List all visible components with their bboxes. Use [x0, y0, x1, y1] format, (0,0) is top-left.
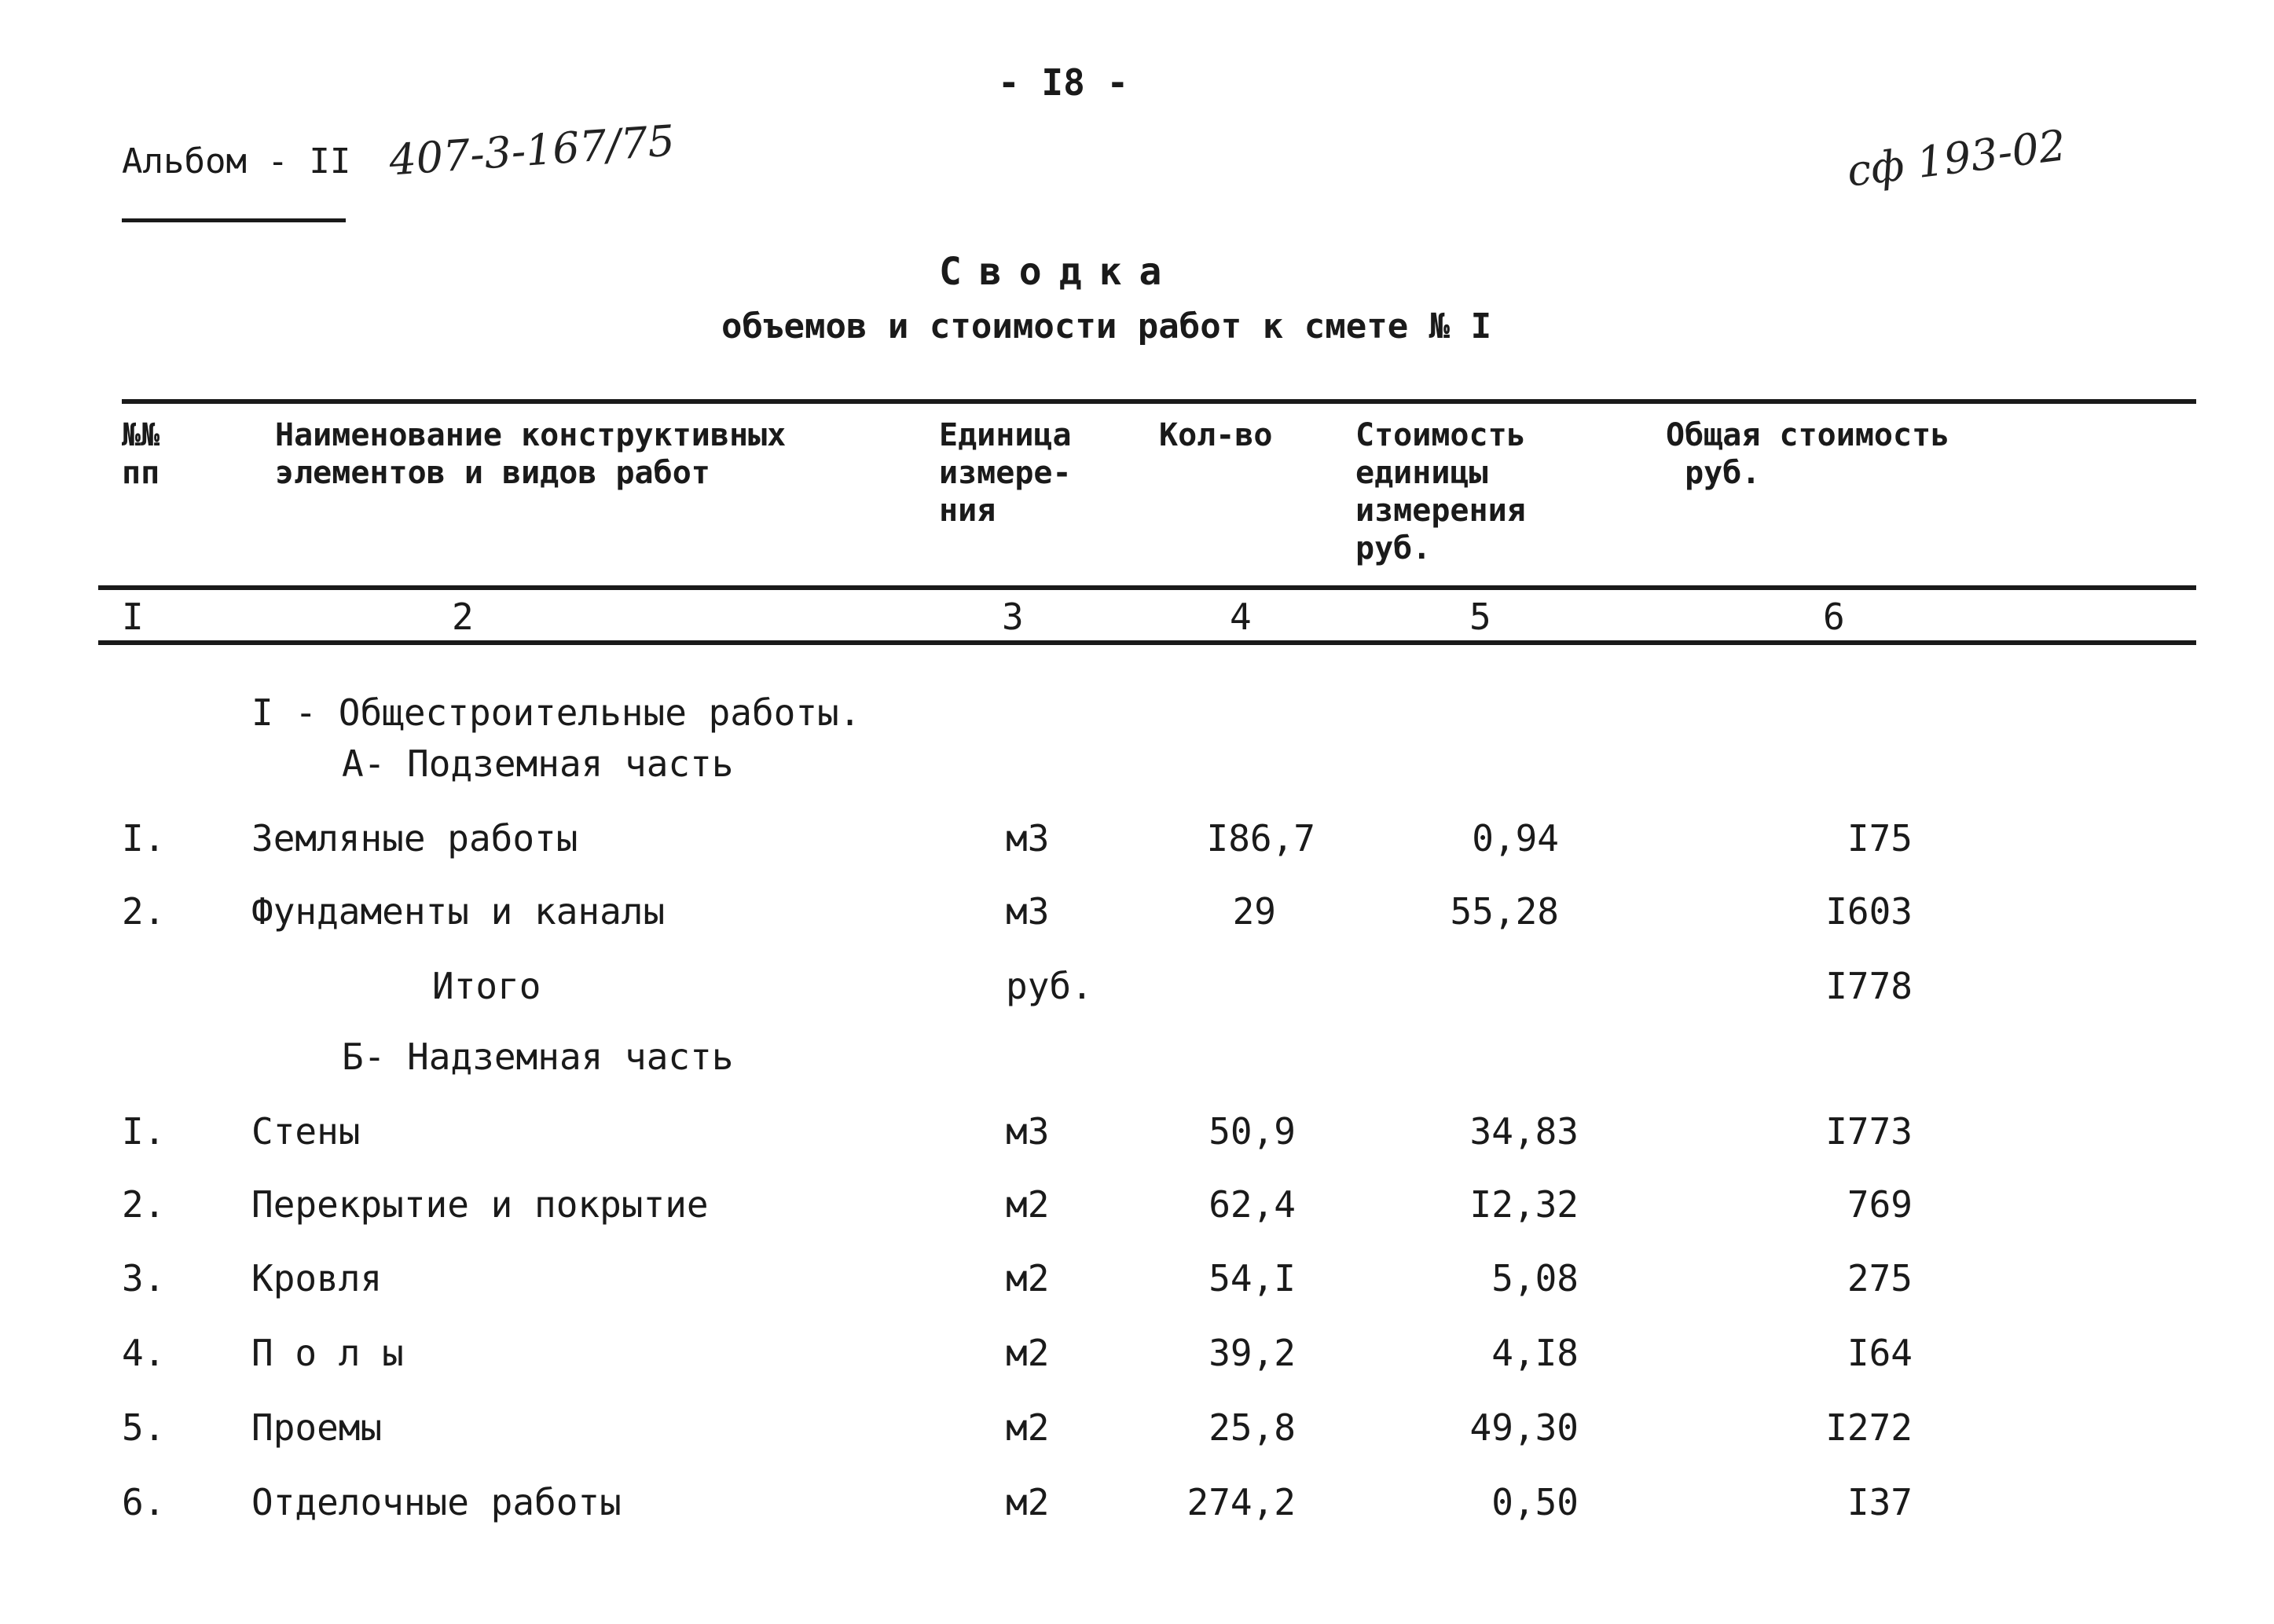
table-colnum-rule [98, 640, 2196, 645]
row-name: Фундаменты и каналы [251, 890, 666, 933]
row-qty: 39,2 [1209, 1332, 1296, 1374]
row-name: П о л ы [251, 1332, 404, 1374]
part-a-title: А- Подземная часть [342, 742, 734, 785]
row-total: 275 [1847, 1257, 1913, 1300]
row-unit-cost: 4,I8 [1491, 1332, 1579, 1374]
row-qty: 29 [1232, 890, 1276, 933]
row-unit: м3 [1006, 817, 1050, 860]
row-unit-cost: 0,94 [1472, 817, 1559, 860]
column-number: 2 [452, 596, 474, 638]
subtotal-unit: руб. [1006, 965, 1093, 1007]
row-total: I75 [1847, 817, 1913, 860]
row-qty: I86,7 [1206, 817, 1315, 860]
row-unit: м2 [1006, 1183, 1050, 1226]
subtotal-label: Итого [432, 965, 541, 1007]
row-unit-cost: 5,08 [1491, 1257, 1579, 1300]
row-num: I. [122, 817, 166, 860]
header-name: Наименование конструктивных элементов и видов работ [275, 417, 787, 491]
row-total: 769 [1847, 1183, 1913, 1226]
header-unit: Единица измере- ния [939, 417, 1072, 529]
header-num: №№ пп [122, 417, 160, 491]
row-unit-cost: 55,28 [1450, 890, 1559, 933]
row-name: Земляные работы [251, 817, 578, 860]
row-name: Перекрытие и покрытие [251, 1183, 709, 1226]
column-number: 6 [1823, 596, 1845, 638]
row-qty: 25,8 [1209, 1406, 1296, 1449]
row-total: I603 [1825, 890, 1913, 933]
row-qty: 274,2 [1187, 1481, 1296, 1523]
row-total: I272 [1825, 1406, 1913, 1449]
table-header-rule [98, 585, 2196, 590]
row-qty: 62,4 [1209, 1183, 1296, 1226]
document-subtitle: объемов и стоимости работ к смете № I [721, 306, 1492, 346]
row-num: 3. [122, 1257, 166, 1300]
column-number: 3 [1002, 596, 1024, 638]
handwritten-sheet-code: сф 193-02 [1844, 120, 2069, 196]
row-num: 6. [122, 1481, 166, 1523]
row-name: Проемы [251, 1406, 383, 1449]
row-num: 5. [122, 1406, 166, 1449]
row-name: Кровля [251, 1257, 383, 1300]
row-unit: м3 [1006, 890, 1050, 933]
column-number: 4 [1230, 596, 1252, 638]
row-unit: м2 [1006, 1257, 1050, 1300]
row-unit-cost: 34,83 [1469, 1110, 1579, 1153]
column-number: 5 [1469, 596, 1491, 638]
header-total: Общая стоимость руб. [1666, 417, 1950, 491]
row-name: Стены [251, 1110, 361, 1153]
row-qty: 54,I [1209, 1257, 1296, 1300]
page-number: - I8 - [998, 61, 1129, 104]
row-unit: м3 [1006, 1110, 1050, 1153]
row-total: I37 [1847, 1481, 1913, 1523]
row-num: 2. [122, 1183, 166, 1226]
handwritten-project-code: 407-3-167/75 [387, 115, 677, 185]
row-num: 4. [122, 1332, 166, 1374]
table-top-rule [122, 399, 2196, 404]
row-num: I. [122, 1110, 166, 1153]
row-unit: м2 [1006, 1406, 1050, 1449]
row-unit: м2 [1006, 1332, 1050, 1374]
row-name: Отделочные работы [251, 1481, 622, 1523]
row-unit: м2 [1006, 1481, 1050, 1523]
row-num: 2. [122, 890, 166, 933]
column-number: I [122, 596, 144, 638]
row-unit-cost: 49,30 [1469, 1406, 1579, 1449]
document-title: Сводка [939, 250, 1179, 294]
row-unit-cost: 0,50 [1491, 1481, 1579, 1523]
section-title: I - Общестроительные работы. [251, 691, 861, 734]
album-underline [122, 218, 346, 222]
header-qty: Кол-во [1159, 417, 1273, 453]
subtotal-total: I778 [1825, 965, 1913, 1007]
album-label: Альбом - II [122, 141, 351, 181]
header-unit-cost: Стоимость единицы измерения руб. [1355, 417, 1526, 566]
row-total: I64 [1847, 1332, 1913, 1374]
row-unit-cost: I2,32 [1469, 1183, 1579, 1226]
part-b-title: Б- Надземная часть [342, 1036, 734, 1078]
row-total: I773 [1825, 1110, 1913, 1153]
row-qty: 50,9 [1209, 1110, 1296, 1153]
